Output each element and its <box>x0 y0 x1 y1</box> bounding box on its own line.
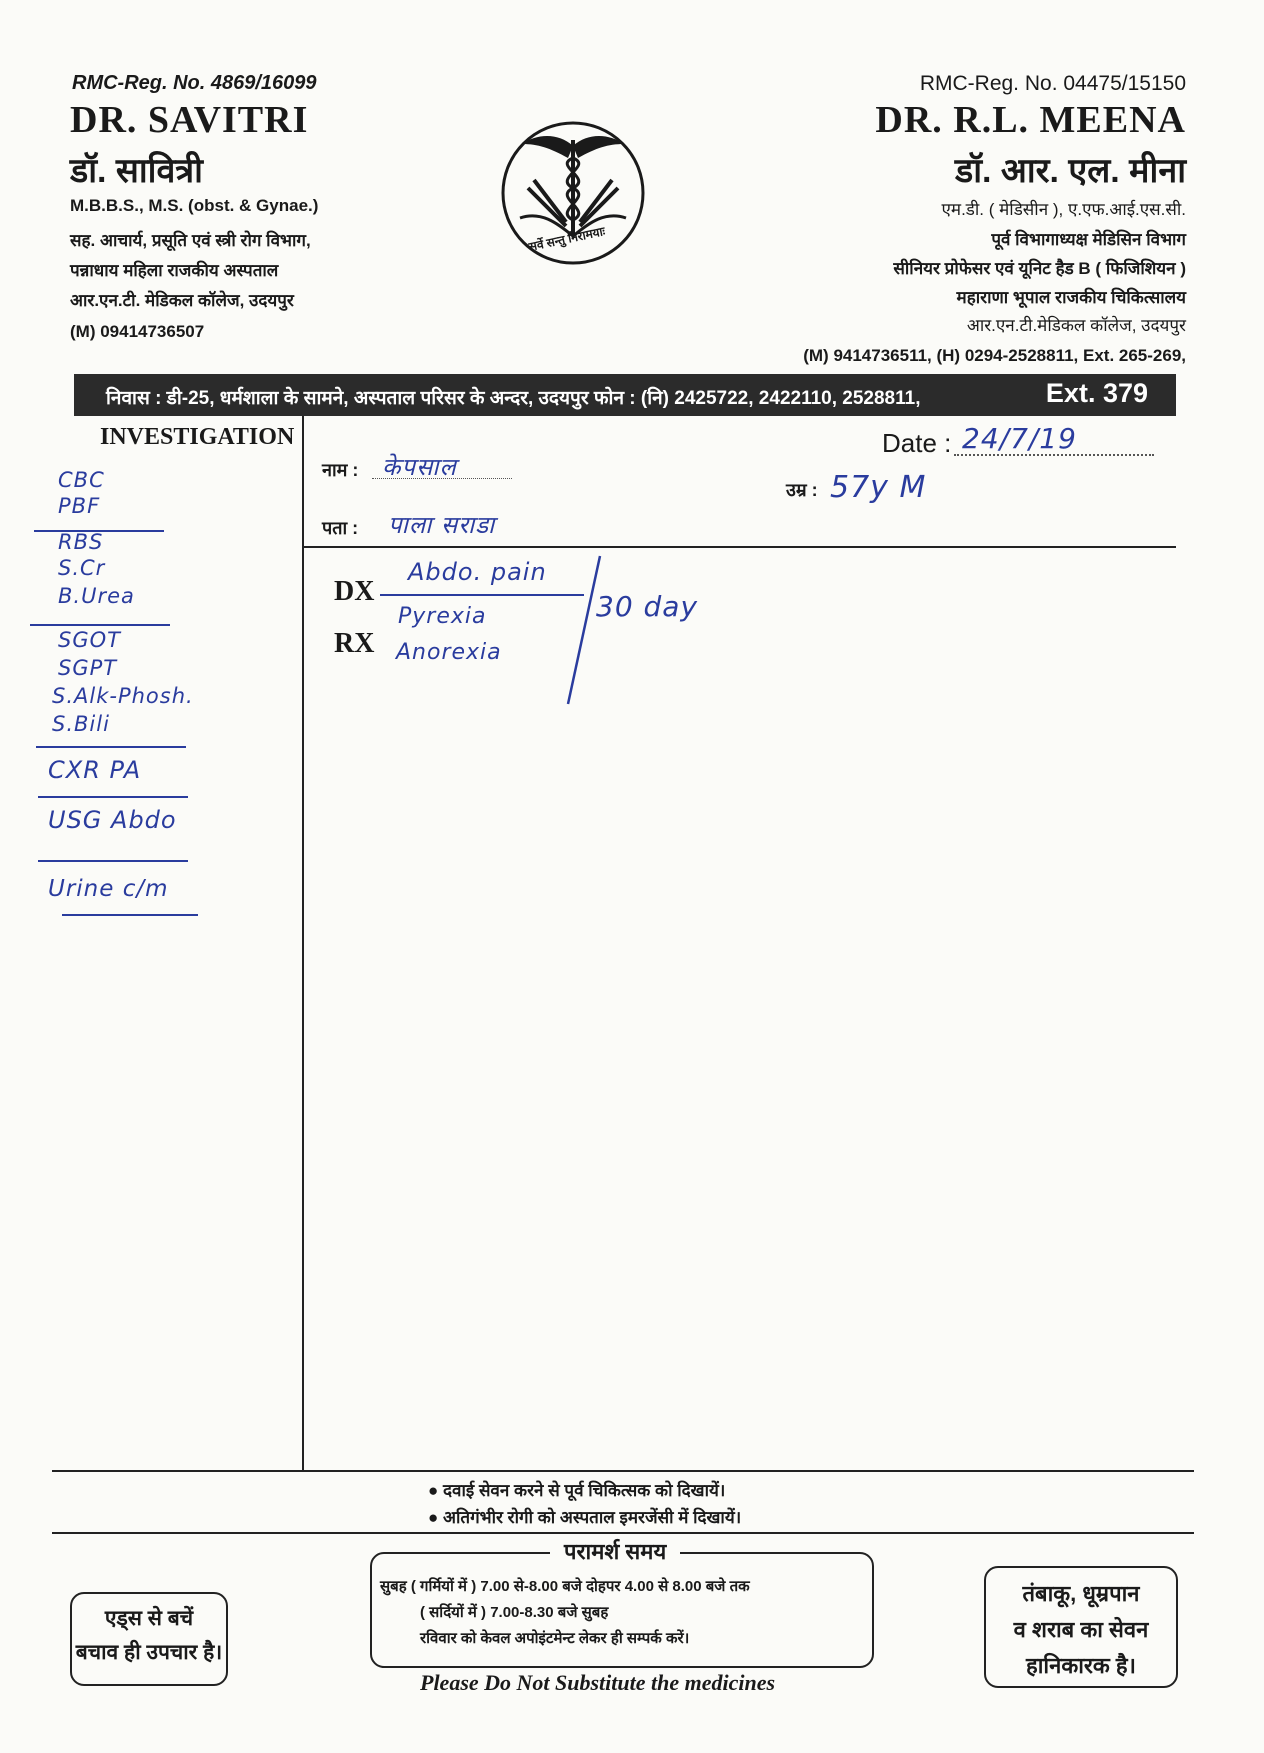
consult-box <box>370 1539 874 1668</box>
tobacco-line-1: तंबाकू, धूम्रपान <box>1022 1581 1140 1606</box>
patient-address: पाला सराडा <box>388 511 496 539</box>
notice-line-1: ● दवाई सेवन करने से पूर्व चिकित्सक को दिखायें। <box>428 1481 726 1500</box>
residence-band <box>74 374 1176 416</box>
patient-age: 57y M <box>830 470 927 505</box>
right-phones: (M) 9414736511, (H) 0294-2528811, Ext. 265-269, <box>803 346 1186 365</box>
investigation-item: PBF <box>58 494 101 518</box>
tobacco-line-3: हानिकारक है। <box>1026 1653 1136 1678</box>
hand-underline <box>36 746 186 748</box>
aids-box <box>70 1592 228 1686</box>
investigation-item: B.Urea <box>58 584 135 608</box>
age-label: उम्र : <box>786 480 818 500</box>
right-post-2: सीनियर प्रोफेसर एवं यूनिट हैड B ( फिजिशियन ) <box>893 259 1186 278</box>
right-doctor-name-hindi: डॉ. आर. एल. मीना <box>955 152 1186 190</box>
aids-line-1: एड्स से बचें <box>104 1607 194 1630</box>
hand-underline <box>380 594 584 596</box>
column-divider <box>302 416 304 1470</box>
hand-underline <box>30 624 170 626</box>
complaint-item: Pyrexia <box>398 604 487 629</box>
consult-line-3: रविवार को केवल अपोइंटमेन्ट लेकर ही सम्पर्क करें। <box>420 1630 690 1647</box>
investigation-item: SGPT <box>58 656 118 680</box>
patient-info-divider <box>304 546 1176 548</box>
right-doctor-name: DR. R.L. MEENA <box>875 99 1186 141</box>
complaint-item: Anorexia <box>396 640 502 665</box>
date-value: 24/7/19 <box>962 422 1077 455</box>
hand-underline <box>38 860 188 862</box>
left-reg-no: RMC-Reg. No. 4869/16099 <box>72 72 317 94</box>
rx-symbol: RX <box>334 628 375 659</box>
logo-motto: सर्वे सन्तु निरामयाः <box>527 224 607 254</box>
date-label: Date : <box>882 428 952 458</box>
right-post-3: महाराणा भूपाल राजकीय चिकित्सालय <box>956 288 1186 307</box>
dx-symbol: DX <box>334 576 375 607</box>
investigation-item: Urine c/m <box>48 876 169 902</box>
investigation-item: S.Alk-Phosh. <box>52 684 194 708</box>
duration-note: 30 day <box>596 590 699 623</box>
name-label: नाम : <box>322 460 359 480</box>
investigation-item: S.Cr <box>58 556 106 580</box>
footer-note: Please Do Not Substitute the medicines <box>420 1670 776 1695</box>
tobacco-line-2: व शराब का सेवन <box>1013 1617 1149 1642</box>
hand-underline <box>38 796 188 798</box>
right-reg-no: RMC-Reg. No. 04475/15150 <box>919 72 1186 95</box>
right-post-4: आर.एन.टी.मेडिकल कॉलेज, उदयपुर <box>966 316 1186 335</box>
left-post-3: आर.एन.टी. मेडिकल कॉलेज, उदयपुर <box>70 291 294 310</box>
notice-line-2: ● अतिगंभीर रोगी को अस्पताल इमरजेंसी में दिखायें। <box>428 1508 742 1527</box>
consult-title: परामर्श समय <box>550 1536 680 1566</box>
notice-top-rule <box>52 1470 1194 1472</box>
name-dotted-line <box>372 478 512 479</box>
aids-line-2: बचाव ही उपचार है। <box>75 1641 223 1664</box>
investigation-item: SGOT <box>58 628 121 652</box>
right-post-1: पूर्व विभागाध्यक्ष मेडिसिन विभाग <box>991 230 1186 249</box>
caduceus-logo <box>498 118 648 268</box>
consult-line-1: सुबह ( गर्मियों में ) 7.00 से-8.00 बजे दोहपर 4.00 से 8.00 बजे तक <box>380 1578 750 1595</box>
investigation-item: USG Abdo <box>48 806 177 834</box>
consult-line-2: ( सर्दियों में ) 7.00-8.30 बजे सुबह <box>420 1604 609 1621</box>
right-degrees: एम.डी. ( मेडिसीन ), ए.एफ.आई.एस.सी. <box>941 200 1186 219</box>
investigation-item: CXR PA <box>48 756 142 784</box>
tobacco-box <box>984 1566 1178 1688</box>
left-post-1: सह. आचार्य, प्रसूति एवं स्त्री रोग विभाग, <box>70 231 311 250</box>
address-label: पता : <box>322 518 359 538</box>
left-degrees: M.B.B.S., M.S. (obst. & Gynae.) <box>70 196 319 215</box>
notice-bottom-rule <box>52 1532 1194 1534</box>
patient-name: केपसाल <box>382 453 457 481</box>
investigation-item: CBC <box>58 468 105 492</box>
investigation-item: RBS <box>58 530 104 554</box>
residence-ext: Ext. 379 <box>1045 378 1148 408</box>
investigation-heading: INVESTIGATION <box>100 424 295 450</box>
left-post-2: पन्नाधाय महिला राजकीय अस्पताल <box>70 261 279 280</box>
residence-text: निवास : डी-25, धर्मशाला के सामने, अस्पताल परिसर के अन्दर, उदयपुर फोन : (नि) 2425722, 2422110, 2528811, <box>106 388 921 409</box>
investigation-item: S.Bili <box>52 712 110 736</box>
hand-underline <box>62 914 198 916</box>
left-doctor-name-hindi: डॉ. सावित्री <box>70 152 203 190</box>
date-dotted-line <box>954 454 1154 456</box>
complaint-item: Abdo. pain <box>408 558 547 586</box>
left-mobile: (M) 09414736507 <box>70 322 205 341</box>
hand-bracket-stroke <box>560 548 620 708</box>
left-doctor-name: DR. SAVITRI <box>70 99 309 141</box>
